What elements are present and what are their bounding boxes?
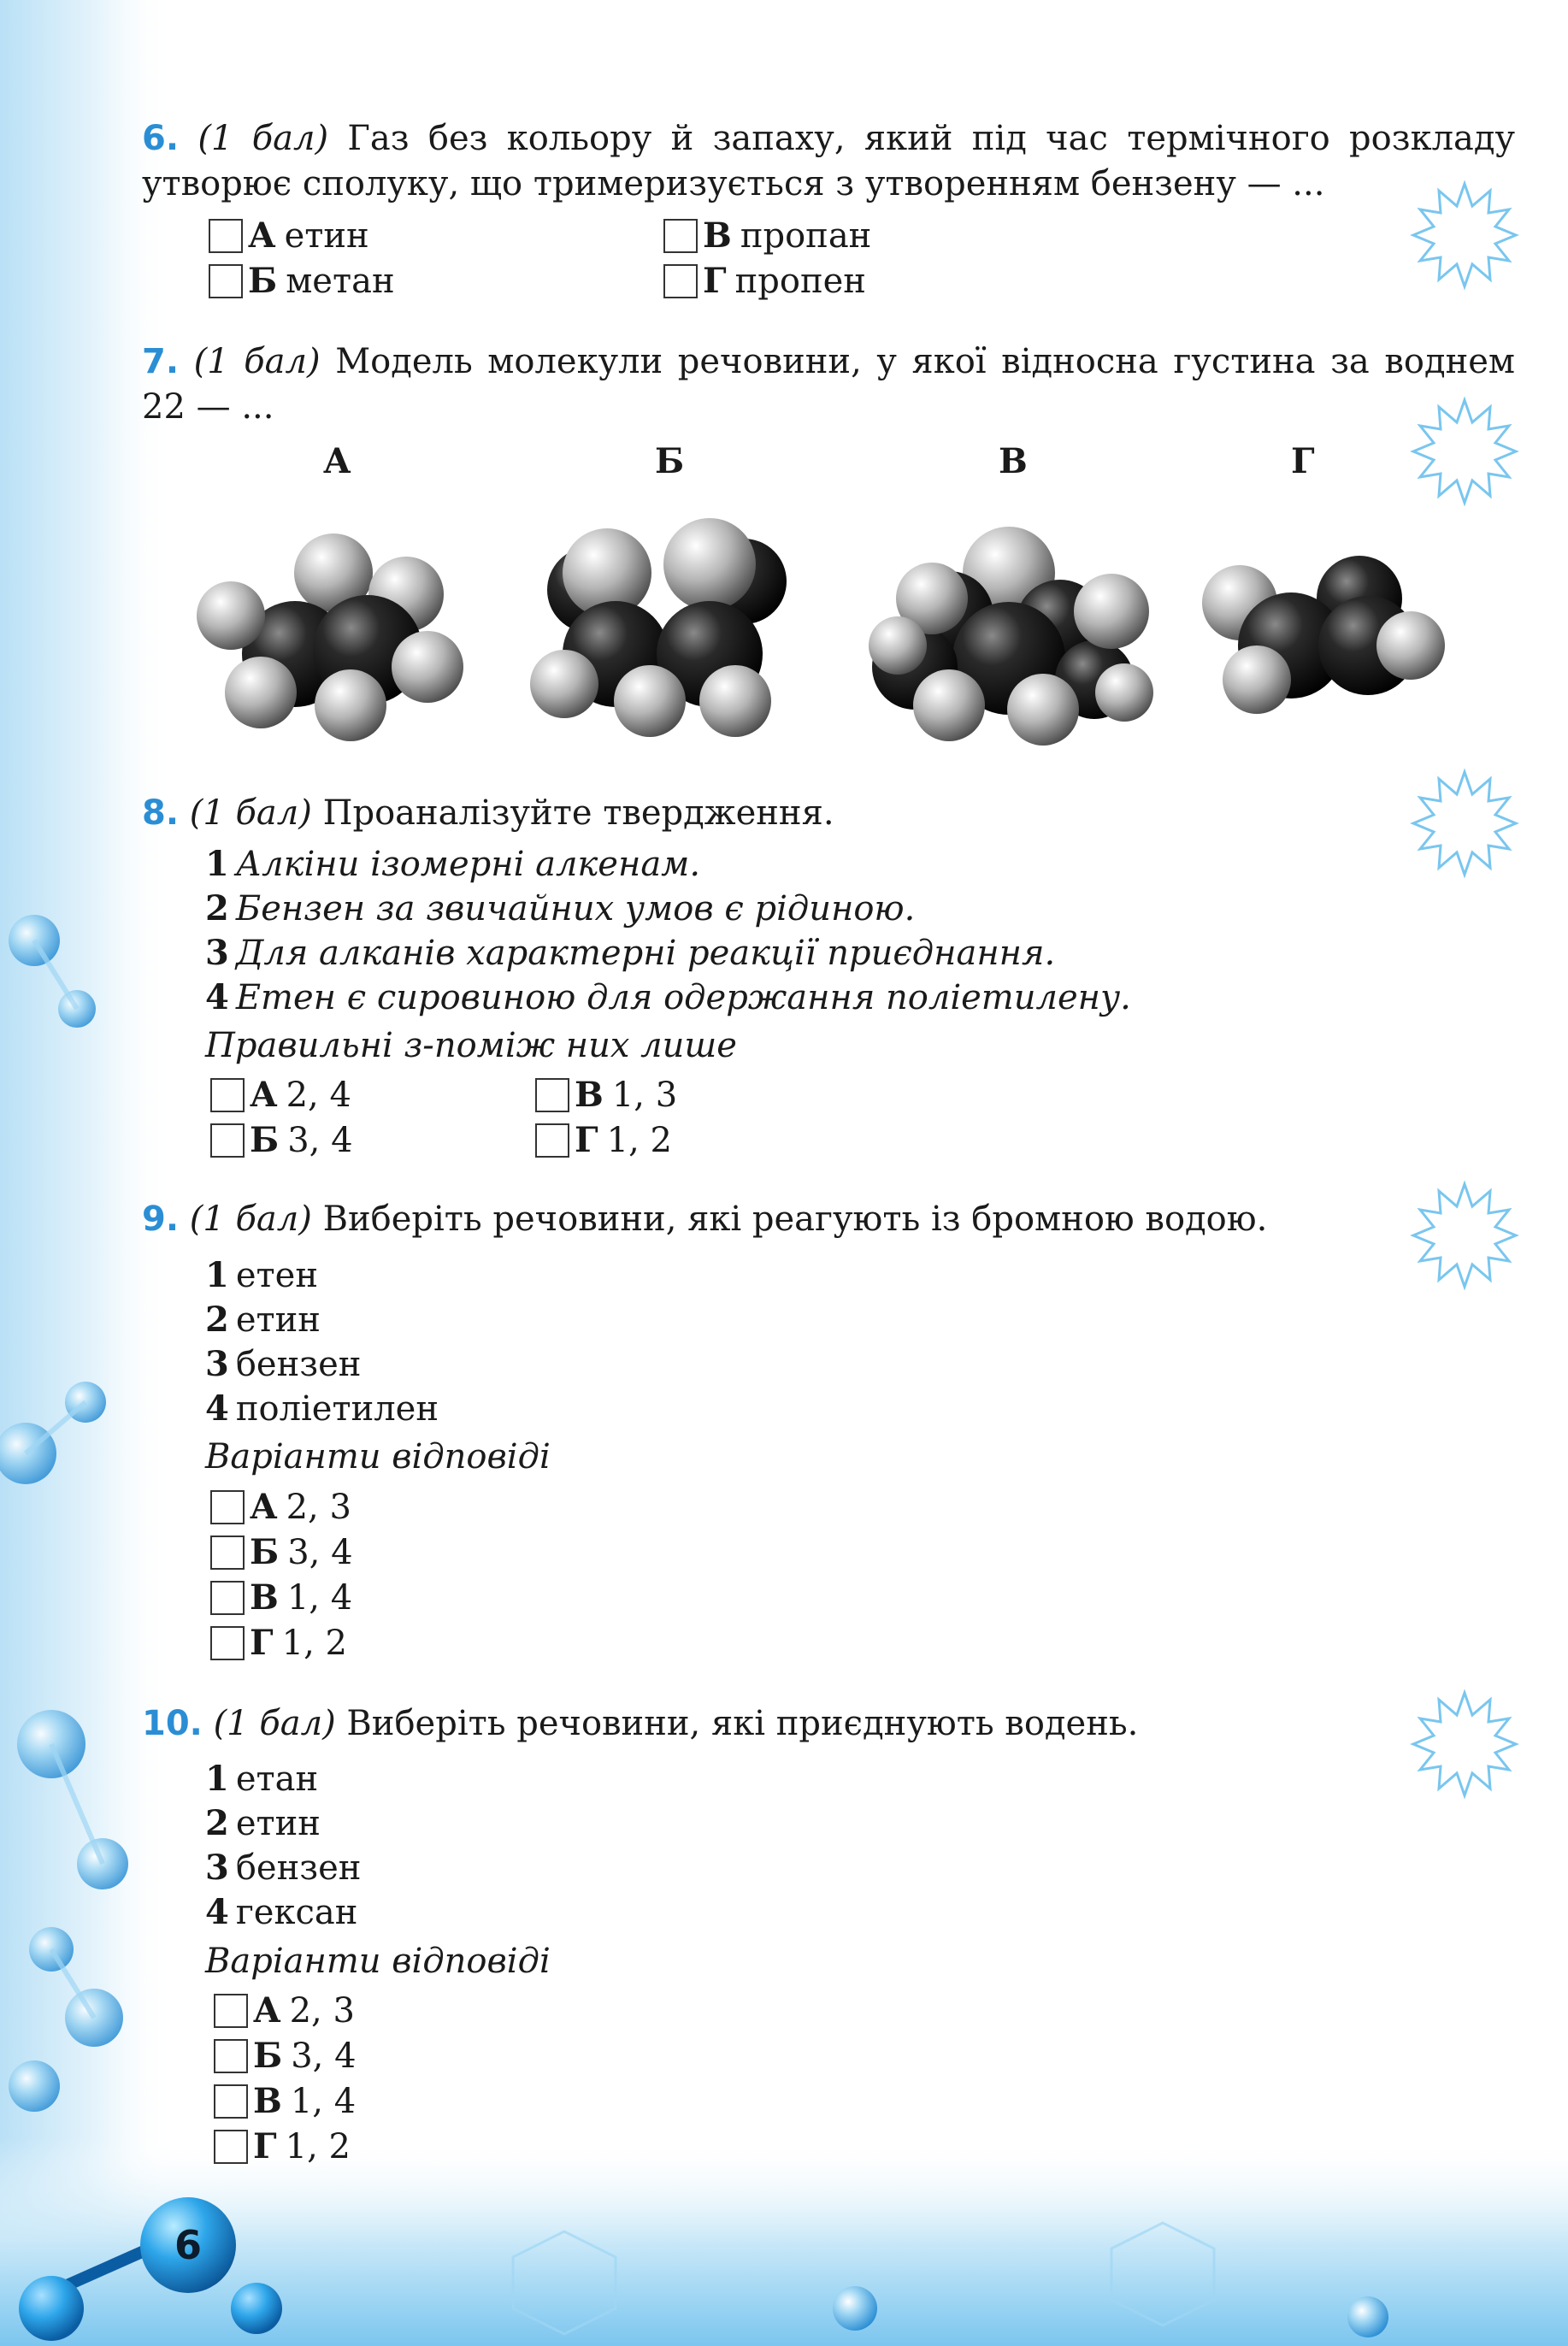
option-text: 3, 4 — [291, 2037, 357, 2076]
answer-options — [142, 1989, 655, 2177]
question-points: (1 бал) — [189, 1200, 312, 1239]
option-text: 1, 2 — [606, 1121, 672, 1160]
question-number: 6. — [142, 119, 180, 158]
statement — [205, 1846, 361, 1890]
checkbox[interactable] — [210, 1490, 245, 1524]
checkbox[interactable] — [214, 2039, 248, 2073]
option-text: 2, 4 — [286, 1076, 351, 1115]
statement-number: 2 — [205, 888, 229, 928]
option-letter: Б — [253, 2036, 283, 2076]
statement-text: Бензен за звичайних умов є рідиною. — [235, 889, 916, 928]
option-letter: А — [250, 1487, 278, 1527]
molecule-label-b: Б — [655, 441, 685, 481]
checkbox[interactable] — [210, 1078, 245, 1112]
statement — [205, 842, 700, 887]
answer-options — [142, 1073, 997, 1167]
answer-options — [142, 1485, 655, 1673]
page-number-badge — [137, 2194, 239, 2296]
option-letter: Г — [250, 1623, 274, 1663]
statements-10 — [142, 1757, 997, 1979]
option-text: 2, 3 — [289, 1991, 355, 2031]
question-body: Виберіть речовини, які реагують із бромною водою. — [322, 1200, 1268, 1239]
question-body: Модель молекули речовини, у якої відносна густина за воднем 22 — ... — [142, 342, 1516, 427]
option-text: пропан — [740, 216, 872, 256]
option-letter: Б — [250, 1532, 280, 1572]
option-letter: В — [250, 1577, 279, 1618]
statement-number: 1 — [205, 1255, 229, 1295]
molecule-label-a: А — [323, 441, 351, 481]
option-g[interactable] — [535, 1118, 672, 1163]
statement — [205, 887, 915, 931]
molecule-g[interactable] — [1202, 556, 1445, 714]
question-8 — [142, 791, 1515, 836]
question-10 — [142, 1701, 1515, 1747]
statement-text: етин — [235, 1804, 321, 1843]
option-letter: В — [575, 1075, 604, 1115]
option-text: етин — [284, 216, 369, 256]
option-letter: А — [253, 1990, 281, 2031]
option-a[interactable] — [210, 1485, 351, 1530]
statement-number: 3 — [205, 933, 229, 973]
option-letter: Г — [253, 2126, 277, 2166]
option-letter: Б — [248, 261, 278, 301]
options-prompt: Варіанти відповіді — [205, 1942, 551, 1981]
page-number: 6 — [174, 2222, 202, 2268]
statement — [205, 1298, 321, 1342]
molecule-b[interactable] — [530, 518, 787, 737]
question-6-text — [142, 116, 1515, 207]
statement — [205, 1387, 439, 1431]
option-v[interactable] — [535, 1073, 677, 1117]
question-10-text — [142, 1701, 1515, 1747]
option-text: 3, 4 — [287, 1121, 353, 1160]
statement-text: Алкіни ізомерні алкенам. — [235, 845, 701, 884]
option-text: 3, 4 — [287, 1533, 353, 1572]
statement-text: поліетилен — [235, 1389, 439, 1429]
question-points: (1 бал) — [189, 793, 312, 833]
option-v[interactable] — [663, 214, 871, 258]
checkbox[interactable] — [210, 1626, 245, 1660]
option-text: 1, 2 — [285, 2127, 351, 2166]
question-6 — [142, 116, 1515, 308]
question-body: Проаналізуйте твердження. — [322, 793, 834, 833]
checkbox[interactable] — [663, 219, 698, 253]
option-text: 1, 4 — [290, 2082, 357, 2121]
option-letter: Г — [575, 1120, 598, 1160]
option-text: 2, 3 — [286, 1488, 351, 1527]
statement-text: Для алканів характерні реакції приєднання. — [235, 934, 1056, 973]
option-a[interactable] — [209, 214, 369, 258]
checkbox[interactable] — [210, 1536, 245, 1570]
molecule-models — [197, 496, 1462, 752]
statement-number: 2 — [205, 1803, 229, 1843]
checkbox[interactable] — [214, 1994, 248, 2028]
checkbox[interactable] — [214, 2084, 248, 2119]
option-letter: В — [253, 2081, 282, 2121]
checkbox[interactable] — [209, 264, 243, 298]
question-number: 8. — [142, 793, 180, 833]
statements-8 — [142, 842, 1424, 1064]
statement-number: 4 — [205, 1388, 229, 1429]
question-9-text — [142, 1197, 1515, 1242]
statement-text: бензен — [235, 1345, 362, 1384]
statement — [205, 976, 1131, 1020]
statement — [205, 1757, 318, 1801]
statement — [205, 1890, 357, 1935]
option-a[interactable] — [214, 1989, 355, 2033]
option-text: метан — [286, 262, 395, 301]
molecule-v[interactable] — [869, 527, 1153, 746]
statement — [205, 1801, 321, 1846]
statement-number: 4 — [205, 977, 229, 1017]
statement-text: етин — [235, 1300, 321, 1340]
option-b[interactable] — [210, 1530, 353, 1575]
option-g[interactable] — [210, 1621, 347, 1665]
statement-number: 2 — [205, 1300, 229, 1340]
question-9 — [142, 1197, 1515, 1242]
question-7-text — [142, 339, 1515, 430]
checkbox[interactable] — [535, 1078, 569, 1112]
statement-number: 1 — [205, 844, 229, 884]
statement — [205, 1342, 361, 1387]
answer-options — [142, 214, 1515, 308]
options-prompt: Варіанти відповіді — [205, 1437, 551, 1477]
statement-number: 1 — [205, 1759, 229, 1799]
statement-text: гексан — [235, 1893, 358, 1932]
checkbox[interactable] — [209, 219, 243, 253]
molecule-label-v: В — [999, 441, 1028, 481]
option-text: 1, 3 — [611, 1076, 678, 1115]
checkbox[interactable] — [214, 2130, 248, 2164]
option-b[interactable] — [210, 1118, 353, 1163]
molecule-a[interactable] — [197, 533, 463, 741]
option-b[interactable] — [214, 2034, 357, 2078]
option-v[interactable] — [210, 1576, 352, 1620]
statement-text: бензен — [235, 1848, 362, 1888]
statement-number: 3 — [205, 1848, 229, 1888]
molecule-label-g: Г — [1291, 441, 1315, 481]
question-points: (1 бал) — [213, 1704, 336, 1743]
option-a[interactable] — [210, 1073, 351, 1117]
question-points: (1 бал) — [197, 119, 329, 158]
question-body: Газ без кольору й запаху, який під час термічного розкладу утворює сполуку, що тримеризується з утворенням бензену — ... — [142, 119, 1515, 203]
checkbox[interactable] — [210, 1581, 245, 1615]
option-v[interactable] — [214, 2079, 356, 2124]
question-number: 9. — [142, 1200, 180, 1239]
option-g[interactable] — [214, 2125, 351, 2169]
checkbox[interactable] — [663, 264, 698, 298]
option-letter: В — [703, 215, 732, 256]
question-points: (1 бал) — [193, 342, 321, 381]
question-number: 10. — [142, 1704, 203, 1743]
checkbox[interactable] — [210, 1123, 245, 1158]
option-letter: Б — [250, 1120, 280, 1160]
statements-9 — [142, 1253, 997, 1476]
option-letter: А — [250, 1075, 278, 1115]
statement — [205, 931, 1055, 976]
question-7 — [142, 339, 1515, 430]
statement — [205, 1253, 318, 1298]
options-prompt: Правильні з-поміж них лише — [205, 1026, 737, 1065]
option-text: 1, 4 — [286, 1578, 353, 1618]
checkbox[interactable] — [535, 1123, 569, 1158]
statement-number: 4 — [205, 1892, 229, 1932]
option-b[interactable] — [209, 259, 395, 304]
statement-text: етен — [235, 1256, 318, 1295]
question-number: 7. — [142, 342, 180, 381]
statement-text: Етен є сировиною для одержання поліетилену. — [235, 978, 1131, 1017]
option-letter: А — [248, 215, 276, 256]
option-text: 1, 2 — [281, 1624, 347, 1663]
option-g[interactable] — [663, 259, 866, 304]
option-text: пропен — [734, 262, 866, 301]
option-letter: Г — [703, 261, 727, 301]
question-8-text — [142, 791, 1515, 836]
statement-number: 3 — [205, 1344, 229, 1384]
question-body: Виберіть речовини, які приєднують водень. — [346, 1704, 1139, 1743]
statement-text: етан — [235, 1760, 319, 1799]
